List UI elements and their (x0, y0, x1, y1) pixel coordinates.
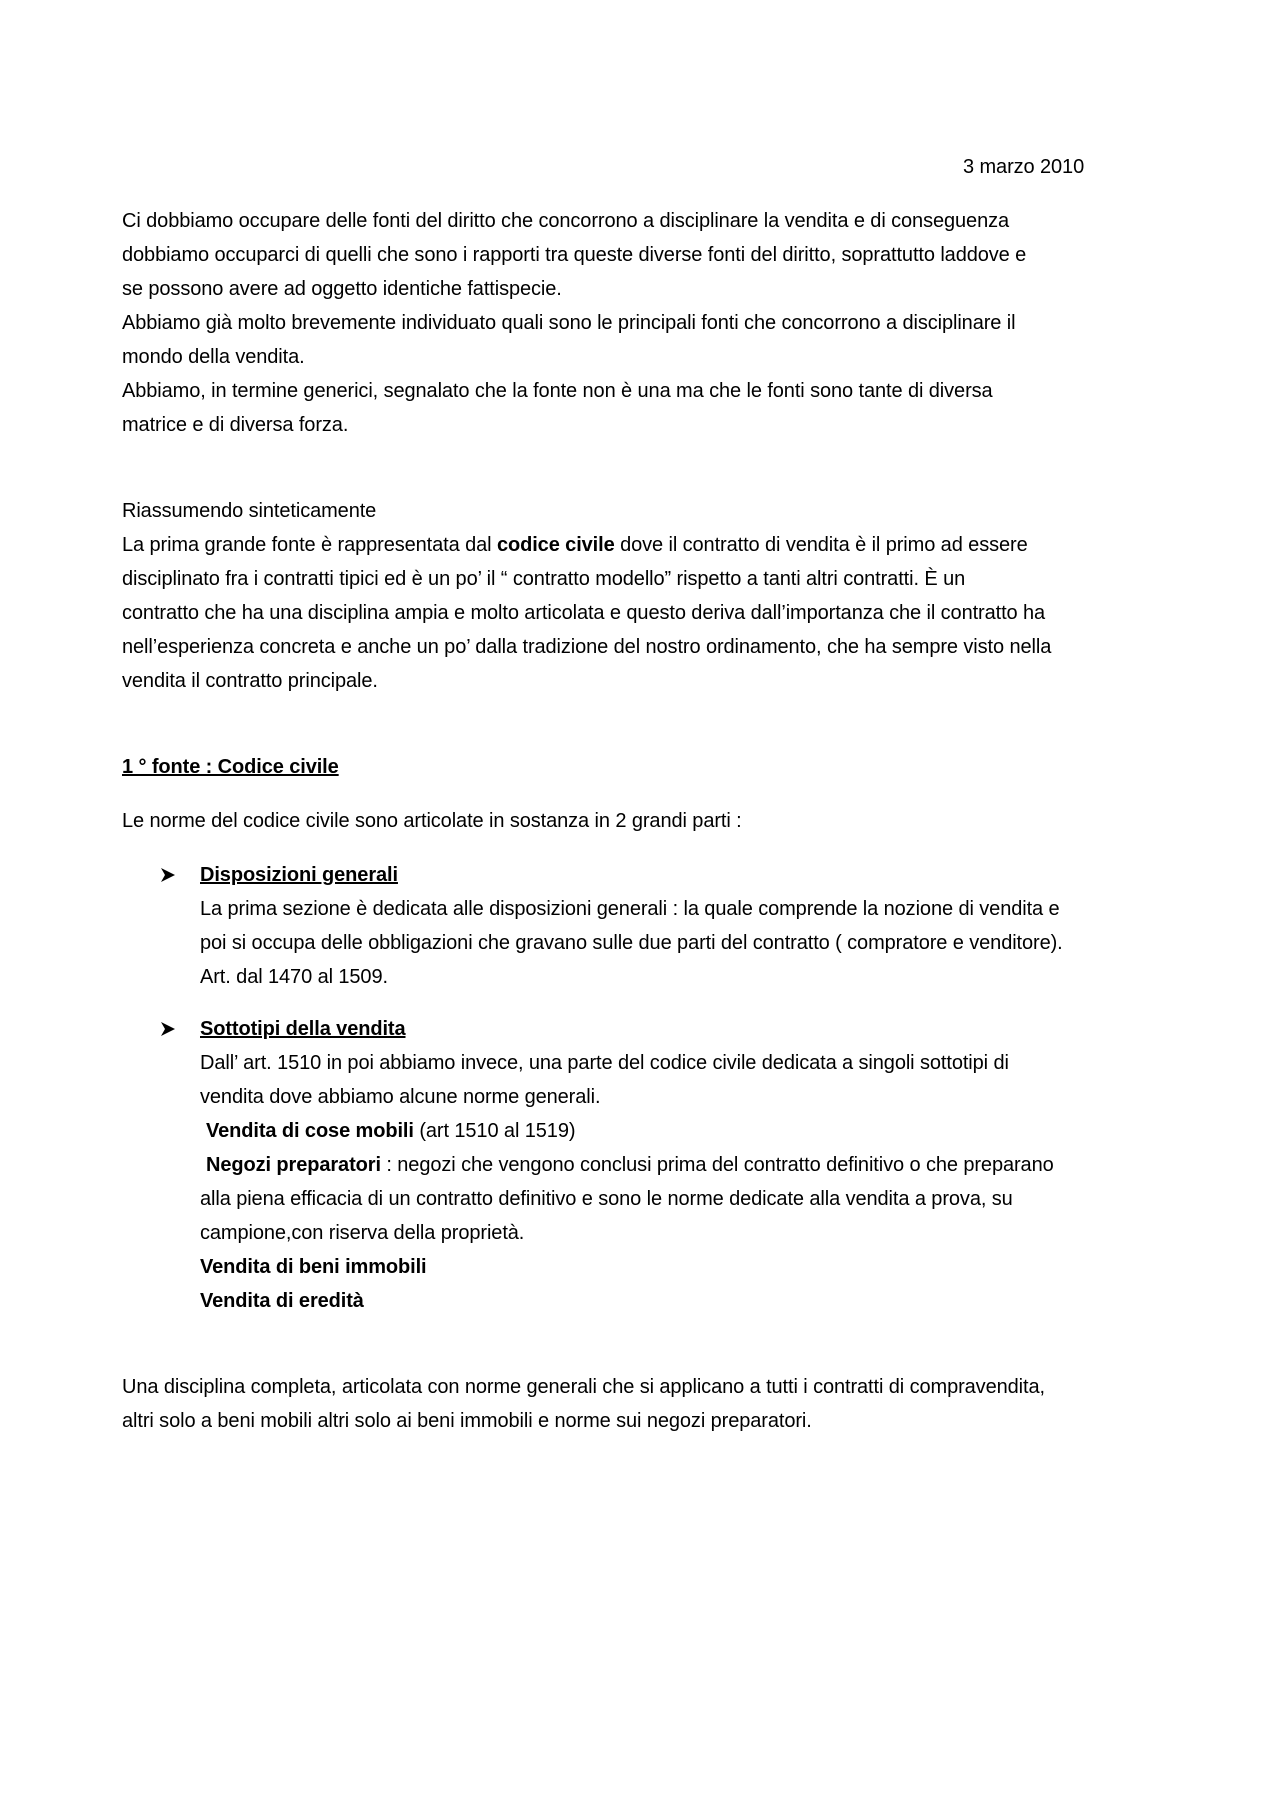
bullet-subtypes-line: vendita dove abbiamo alcune norme generali. (200, 1086, 601, 1108)
intro-line: matrice e di diversa forza. (122, 414, 349, 436)
preparatori-continued: campione,con riserva della proprietà. (200, 1222, 525, 1244)
conclusion-paragraph (122, 1370, 1182, 1438)
document-date: 3 marzo 2010 (963, 156, 1085, 178)
intro-line: Abbiamo, in termine generici, segnalato che la fonte non è una ma che le fonti sono tante di diversa (122, 380, 993, 402)
bullet-general-line: La prima sezione è dedicata alle disposizioni generali : la quale comprende la nozione di vendita e (200, 898, 1060, 920)
preparatori-line (200, 1148, 1180, 1182)
eredita-line: Vendita di eredità (200, 1290, 364, 1312)
arrowhead-bullet-icon (160, 858, 180, 892)
bullet-general-title: Disposizioni generali (200, 864, 398, 886)
bullet-general-line: poi si occupa delle obbligazioni che gravano sulle due parti del contratto ( compratore e venditore). (200, 932, 1063, 954)
arrowhead-bullet-icon (160, 1012, 180, 1046)
summary-line: nell’esperienza concreta e anche un po’ dalla tradizione del nostro ordinamento, che ha sempre visto nella (122, 636, 1052, 658)
summary-heading: Riassumendo sinteticamente (122, 500, 377, 522)
bullet-general-line: Art. dal 1470 al 1509. (200, 966, 388, 988)
intro-line: Ci dobbiamo occupare delle fonti del diritto che concorrono a disciplinare la vendita e di conseguenza (122, 210, 1010, 232)
codice-civile-bold: codice civile (496, 534, 615, 556)
summary-text: dove il contratto di vendita è il primo ad essere (614, 534, 1028, 556)
section-title: 1 ° fonte : Codice civile (122, 756, 339, 778)
intro-line: mondo della vendita. (122, 346, 305, 368)
bullet-general-body (200, 858, 1180, 994)
intro-paragraph (122, 204, 1182, 442)
mobili-rest: (art 1510 al 1519) (413, 1120, 576, 1142)
preparatori-rest: : negozi che vengono conclusi prima del contratto definitivo o che preparano (380, 1154, 1054, 1176)
intro-line: se possono avere ad oggetto identiche fattispecie. (122, 278, 562, 300)
summary-paragraph (122, 494, 1182, 698)
intro-line: Abbiamo già molto brevemente individuato quali sono le principali fonti che concorrono a disciplinare il (122, 312, 1016, 334)
intro-line: dobbiamo occuparci di quelli che sono i rapporti tra queste diverse fonti del diritto, soprattutto laddove e (122, 244, 1027, 266)
bullet-subtypes-line: Dall’ art. 1510 in poi abbiamo invece, una parte del codice civile dedicata a singoli sottotipi di (200, 1052, 1009, 1074)
summary-line: contratto che ha una disciplina ampia e molto articolata e questo deriva dall’importanza che il contratto ha (122, 602, 1046, 624)
mobili-line (200, 1114, 1180, 1148)
conclusion-line: Una disciplina completa, articolata con norme generali che si applicano a tutti i contratti di compravendita, (122, 1376, 1045, 1398)
summary-first-line (122, 528, 1182, 562)
summary-text: La prima grande fonte è rappresentata dal (122, 534, 497, 556)
section-intro: Le norme del codice civile sono articolate in sostanza in 2 grandi parti : (122, 810, 742, 832)
immobili-line: Vendita di beni immobili (200, 1256, 427, 1278)
preparatori-continued: alla piena efficacia di un contratto definitivo e sono le norme dedicate alla vendita a prova, su (200, 1188, 1013, 1210)
conclusion-line: altri solo a beni mobili altri solo ai beni immobili e norme sui negozi preparatori. (122, 1410, 812, 1432)
bullet-subtypes-title: Sottotipi della vendita (200, 1018, 406, 1040)
summary-line: vendita il contratto principale. (122, 670, 378, 692)
summary-line: disciplinato fra i contratti tipici ed è un po’ il “ contratto modello” rispetto a tanti altri contratti. È un (122, 568, 966, 590)
bullet-subtypes-body (200, 1012, 1180, 1318)
preparatori-bold: Negozi preparatori (206, 1154, 381, 1176)
mobili-bold: Vendita di cose mobili (206, 1120, 414, 1142)
